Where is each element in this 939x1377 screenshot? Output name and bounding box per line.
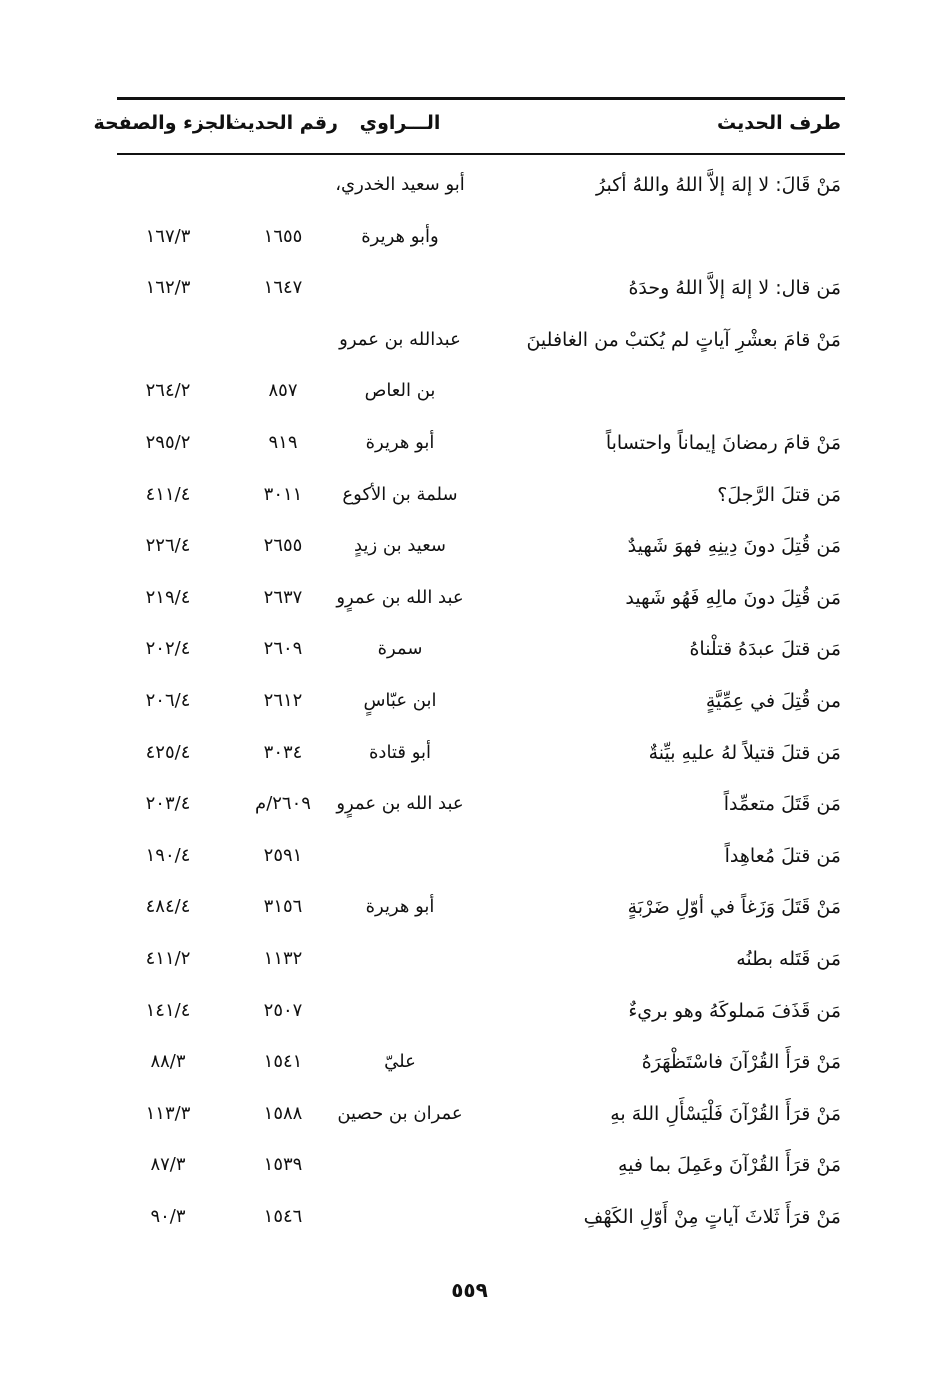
table-row	[0, 470, 939, 522]
rawi-name: عبد الله بن عمرٍو	[336, 586, 464, 608]
hadith-text: مَنْ قَالَ: لا إلهَ إلاَّ اللهُ واللهُ أكبرُ	[595, 174, 841, 196]
hadith-text: مَن قتلَ عبدَهُ قتلْناهُ	[689, 638, 841, 661]
rawi-name: بن العاص	[364, 380, 436, 402]
volume-page: ٢٠٦/٤	[145, 690, 191, 711]
hadith-number: ٩١٩	[268, 432, 298, 453]
volume-page: ٤٢٥/٤	[145, 741, 191, 763]
table-row	[0, 624, 939, 676]
table-row	[0, 728, 939, 780]
table-row	[0, 882, 939, 934]
hadith-number: ٢٦١٢	[263, 690, 303, 711]
hadith-number: ٨٥٧	[268, 380, 298, 402]
hadith-text: مَنْ قرَأَ القُرْآنَ فاسْتَظْهَرَهُ	[641, 1051, 841, 1074]
volume-page: ٩٠/٣	[150, 1206, 186, 1227]
hadith-number: ٢٦٣٧	[263, 586, 303, 608]
table-row	[0, 676, 939, 728]
hadith-text: مَن قَتَله بطنُه	[736, 948, 841, 970]
table-row	[0, 831, 939, 883]
volume-page: ١٦٢/٣	[145, 277, 191, 299]
hadith-text: مَنْ قرَأَ ثَلاثَ آياتٍ مِنْ أَوّلِ الكَهْفِ	[583, 1206, 841, 1228]
hadith-text: مَنْ قرَأَ القُرْآنَ وعَمِلَ بما فيهِ	[617, 1154, 841, 1177]
table-row	[0, 779, 939, 831]
rawi-name: عليّ	[384, 1051, 416, 1073]
volume-page: ٤٨٤/٤	[145, 896, 191, 918]
volume-page: ١٩٠/٤	[145, 844, 191, 866]
header-hadith: طرف الحديث	[717, 112, 841, 134]
header-rule	[117, 153, 845, 155]
table-row	[0, 573, 939, 625]
hadith-number: ٣١٥٦	[263, 896, 303, 918]
volume-page: ٨٨/٣	[150, 1051, 186, 1073]
table-row	[0, 418, 939, 470]
hadith-text: مَن قال: لا إلهَ إلاَّ اللهُ وحدَهُ	[628, 277, 841, 300]
rawi-name: أبو سعيد الخدري،	[335, 174, 465, 195]
header-volume-page: الجزء والصفحة	[93, 112, 232, 134]
table-row	[0, 263, 939, 315]
header-number: رقم الحديث	[227, 112, 338, 134]
hadith-text: مَنْ قامَ بعشْرِ آياتٍ لم يُكتبْ من الغافلينَ	[526, 328, 841, 351]
hadith-number: ١٥٨٨	[263, 1102, 303, 1124]
volume-page: ٨٧/٣	[150, 1154, 186, 1176]
hadith-text: مَن قُتِلَ دونَ مالِهِ فَهُو شَهيد	[625, 586, 841, 609]
rawi-name: سلمة بن الأكوع	[342, 483, 458, 505]
hadith-number: ٢٥٠٧	[263, 999, 303, 1021]
rawi-name: ابن عبّاسٍ	[363, 690, 437, 711]
volume-page: ١٤١/٤	[145, 999, 191, 1021]
rawi-name: أبو قتادة	[369, 741, 431, 763]
rawi-name: عبدالله بن عمرو	[339, 328, 461, 350]
volume-page: ٢١٩/٤	[145, 586, 191, 608]
rawi-name: سمرة	[377, 638, 423, 660]
volume-page: ٢٩٥/٢	[145, 432, 191, 453]
header-rawi: الـــراوي	[359, 112, 441, 134]
table-row	[0, 366, 939, 418]
hadith-text: مَنْ قامَ رمضانَ إيماناً واحتساباً	[605, 432, 841, 454]
rawi-name: عبد الله بن عمرٍو	[336, 793, 464, 815]
volume-page: ٢٠٣/٤	[145, 793, 191, 815]
hadith-number: ٢٦٠٩	[263, 638, 303, 660]
table-row	[0, 521, 939, 573]
hadith-text: مَن قتلَ مُعاهِداً	[724, 844, 841, 867]
hadith-number: ١٥٤١	[263, 1051, 303, 1073]
table-row	[0, 934, 939, 986]
volume-page: ٤١١/٤	[145, 483, 191, 505]
rawi-name: أبو هريرة	[365, 432, 435, 453]
table-row	[0, 1140, 939, 1192]
table-row	[0, 1037, 939, 1089]
hadith-number: ٢٦٥٥	[263, 535, 303, 557]
hadith-number: ١٦٤٧	[263, 277, 303, 299]
volume-page: ١١٣/٣	[145, 1102, 191, 1124]
rawi-name: أبو هريرة	[365, 896, 435, 918]
page-number: ٥٥٩	[451, 1278, 488, 1302]
hadith-text: مَنْ قَتَلَ وَزَغاً في أوّلِ ضَرْبَةٍ	[627, 896, 841, 919]
table-header	[0, 112, 939, 144]
rawi-name: وأبو هريرة	[361, 225, 439, 247]
rawi-name: سعيد بن زيدٍ	[354, 535, 446, 557]
volume-page: ٢٦٤/٢	[145, 380, 191, 402]
table-row	[0, 315, 939, 367]
volume-page: ٢٢٦/٤	[145, 535, 191, 557]
rawi-name: عمران بن حصين	[337, 1102, 463, 1124]
hadith-number: ١٥٤٦	[263, 1206, 303, 1227]
hadith-number: ١٥٣٩	[263, 1154, 303, 1176]
table-row	[0, 160, 939, 212]
hadith-text: مَن قَتَلَ متعمِّداً	[723, 793, 841, 816]
volume-page: ٤١١/٢	[145, 948, 191, 969]
hadith-text: مَنْ قرَأَ القُرْآنَ فَلْيَسْأَلِ اللهَ بهِ	[610, 1102, 841, 1125]
hadith-text: من قُتِلَ في عِمِّيَّةٍ	[705, 690, 841, 712]
volume-page: ١٦٧/٣	[145, 225, 191, 247]
hadith-number: ٣٠١١	[263, 483, 303, 505]
hadith-number: ٣٠٣٤	[263, 741, 303, 763]
hadith-text: مَن قَذَفَ مَملوكَهُ وهو بريءٌ	[628, 999, 841, 1022]
hadith-number: ٢٥٩١	[263, 844, 303, 866]
hadith-number: ١٦٥٥	[263, 225, 303, 247]
hadith-text: مَن قتلَ الرَّجلَ؟	[717, 483, 841, 506]
hadith-text: مَن قُتِلَ دونَ دِينِهِ فهوَ شَهيدٌ	[627, 535, 841, 558]
table-row	[0, 986, 939, 1038]
table-row	[0, 1192, 939, 1244]
table-row	[0, 212, 939, 264]
volume-page: ٢٠٢/٤	[145, 638, 191, 660]
hadith-number: ٢٦٠٩/م	[255, 793, 311, 815]
hadith-text: مَن قتلَ قتيلاً لهُ عليهِ بيِّنةٌ	[648, 741, 841, 764]
hadith-number: ١١٣٢	[263, 948, 303, 969]
top-rule	[117, 97, 845, 100]
table-row	[0, 1089, 939, 1141]
